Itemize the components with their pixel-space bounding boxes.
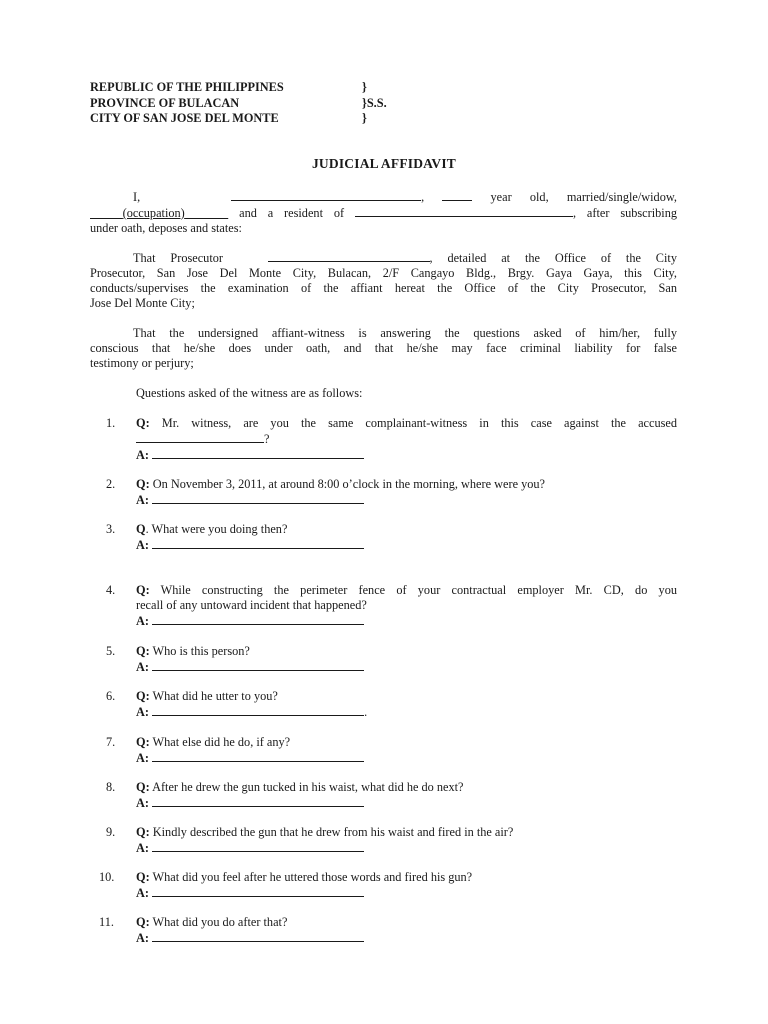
answer-period: . <box>364 705 368 719</box>
venue-block <box>90 80 410 127</box>
qa-number: 4. <box>106 583 116 597</box>
a-label: A: <box>136 660 149 674</box>
answer-blank[interactable] <box>152 930 364 942</box>
qa-body <box>136 477 677 508</box>
question-text: What else did he do, if any? <box>152 735 291 749</box>
venue-brace: } <box>362 80 367 94</box>
question-line <box>136 644 677 659</box>
question-mark: ? <box>264 432 270 446</box>
answer-blank[interactable] <box>152 613 364 625</box>
question-line <box>136 431 677 447</box>
document-title: JUDICIAL AFFIDAVIT <box>311 156 456 171</box>
question-line <box>136 477 677 492</box>
question-text: What did you feel after he uttered those words and fired his gun? <box>152 870 473 884</box>
answer-line <box>136 840 677 856</box>
a-label: A: <box>136 751 149 765</box>
answer-blank[interactable] <box>152 492 364 504</box>
a-label: A: <box>136 705 149 719</box>
answer-line <box>136 659 677 675</box>
qa-body <box>136 583 677 629</box>
venue-province: PROVINCE OF BULACAN <box>90 95 240 110</box>
question-text: What did he utter to you? <box>152 689 278 703</box>
question-text: Who is this person? <box>152 644 250 658</box>
venue-row <box>90 80 410 96</box>
qa-number: 6. <box>106 689 116 703</box>
undersigned-line: conscious that he/she does under oath, and that he/she may face criminal liability for false <box>90 341 677 355</box>
question-text: On November 3, 2011, at around 8:00 o’clock in the morning, where were you? <box>152 477 546 491</box>
affiant-name-blank[interactable] <box>231 189 421 201</box>
prosecutor-line: Prosecutor, San Jose Del Monte City, Bulacan, 2/F Cangayo Bldg., Brgy. Gaya Gaya, this City, <box>90 266 677 280</box>
qa-body <box>136 416 677 463</box>
question-text: . What were you doing then? <box>145 522 288 536</box>
answer-line <box>136 537 677 553</box>
intro-i: I, <box>133 190 141 204</box>
venue-row <box>90 111 410 127</box>
q-label: Q: <box>136 825 150 839</box>
q-label: Q: <box>136 870 150 884</box>
question-text: What did you do after that? <box>152 915 288 929</box>
qa-number: 3. <box>106 522 116 536</box>
intro-comma: , <box>421 190 425 204</box>
qa-number: 2. <box>106 477 116 491</box>
question-line <box>136 689 677 704</box>
answer-blank[interactable] <box>152 659 364 671</box>
q-label: Q: <box>136 735 150 749</box>
answer-blank[interactable] <box>152 447 364 459</box>
venue-ss-mark: }S.S. <box>362 95 387 110</box>
prosecutor-paragraph <box>90 250 677 311</box>
question-line <box>136 735 677 750</box>
undersigned-line: testimony or perjury; <box>90 356 194 370</box>
occupation-label: (occupation) <box>122 206 185 220</box>
question-line: recall of any untoward incident that happened? <box>136 598 367 612</box>
question-line <box>136 583 677 598</box>
q-label: Q: <box>136 583 150 597</box>
a-label: A: <box>136 931 149 945</box>
accused-name-blank[interactable] <box>136 431 264 443</box>
question-line <box>136 915 677 930</box>
a-label: A: <box>136 886 149 900</box>
a-label: A: <box>136 493 149 507</box>
qa-number: 7. <box>106 735 116 749</box>
q-label: Q <box>136 522 146 536</box>
qa-body <box>136 522 677 553</box>
question-text: While constructing the perimeter fence of your contractual employer Mr. CD, do you <box>160 583 677 597</box>
q-label: Q: <box>136 689 150 703</box>
a-label: A: <box>136 448 149 462</box>
question-line <box>136 870 677 885</box>
q-label: Q: <box>136 915 150 929</box>
venue-city: CITY OF SAN JOSE DEL MONTE <box>90 111 279 125</box>
venue-row <box>90 96 410 112</box>
question-line <box>136 416 677 431</box>
qa-number: 5. <box>106 644 116 658</box>
prosecutor-line <box>90 250 677 266</box>
subscribing-text: , after subscribing <box>572 206 678 220</box>
prosecutor-line: Jose Del Monte City; <box>90 296 195 310</box>
answer-blank[interactable] <box>152 537 364 549</box>
answer-line <box>136 795 677 811</box>
q-label: Q: <box>136 780 150 794</box>
questions-intro: Questions asked of the witness are as follows: <box>136 386 363 400</box>
a-label: A: <box>136 614 149 628</box>
answer-line <box>136 492 677 508</box>
resident-label: and a resident of <box>239 206 345 220</box>
question-line <box>136 780 677 795</box>
a-label: A: <box>136 538 149 552</box>
a-label: A: <box>136 796 149 810</box>
qa-number: 11. <box>99 915 114 929</box>
venue-brace: } <box>362 111 367 125</box>
q-label: Q: <box>136 477 150 491</box>
residence-blank[interactable] <box>355 205 573 217</box>
undersigned-paragraph <box>90 326 677 371</box>
answer-blank[interactable] <box>152 795 364 807</box>
qa-body <box>136 825 677 856</box>
undersigned-text: That the undersigned affiant-witness is answering the questions asked of him/her, fully <box>133 326 677 340</box>
question-line <box>136 522 677 537</box>
answer-line <box>136 930 677 946</box>
intro-line <box>90 189 677 205</box>
qa-body <box>136 689 677 720</box>
qa-body <box>136 735 677 766</box>
qa-number: 10. <box>99 870 115 884</box>
qa-body <box>136 644 677 675</box>
answer-blank[interactable] <box>152 704 364 716</box>
intro-line <box>90 205 677 221</box>
prosecutor-label: That Prosecutor <box>133 251 223 265</box>
answer-line <box>136 447 677 463</box>
prosecutor-line: conducts/supervises the examination of the affiant hereat the Office of the City Prosecutor, San <box>90 281 677 295</box>
answer-line <box>136 613 677 629</box>
answer-blank[interactable] <box>152 840 364 852</box>
age-blank[interactable] <box>442 189 472 201</box>
question-text: After he drew the gun tucked in his waist, what did he do next? <box>152 780 464 794</box>
a-label: A: <box>136 841 149 855</box>
qa-number: 1. <box>106 416 116 430</box>
answer-blank[interactable] <box>152 885 364 897</box>
question-text: Mr. witness, are you the same complainant-witness in this case against the accused <box>161 416 677 430</box>
prosecutor-name-blank[interactable] <box>268 250 430 262</box>
question-line <box>136 825 677 840</box>
occupation-blank[interactable] <box>90 206 228 220</box>
qa-body <box>136 870 677 901</box>
intro-paragraph <box>90 189 677 236</box>
q-label: Q: <box>136 416 150 430</box>
qa-body <box>136 780 677 811</box>
intro-status: year old, married/single/widow, <box>490 190 678 204</box>
answer-line <box>136 704 677 720</box>
q-label: Q: <box>136 644 150 658</box>
prosecutor-detail: , detailed at the Office of the City <box>429 251 677 265</box>
question-text: Kindly described the gun that he drew from his waist and fired in the air? <box>152 825 514 839</box>
qa-body <box>136 915 677 946</box>
qa-number: 8. <box>106 780 116 794</box>
venue-country: REPUBLIC OF THE PHILIPPINES <box>90 80 284 94</box>
answer-blank[interactable] <box>152 750 364 762</box>
answer-line <box>136 885 677 901</box>
qa-number: 9. <box>106 825 116 839</box>
undersigned-line <box>90 326 677 341</box>
intro-line: under oath, deposes and states: <box>90 221 242 235</box>
answer-line <box>136 750 677 766</box>
